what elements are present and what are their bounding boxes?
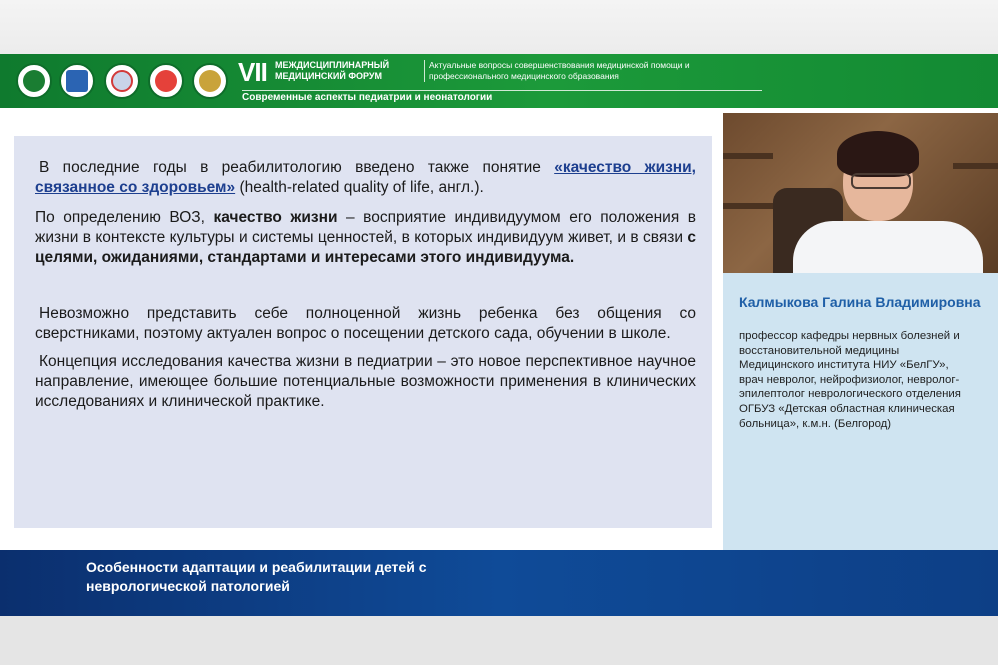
speaker-video [723, 113, 998, 273]
ministry-logo-icon [148, 63, 184, 99]
speaker-glasses [851, 173, 911, 189]
bold-term: качество жизни [213, 209, 338, 226]
bold-term: с целями, ожиданиями, стандартами и интересами этого индивидуума. [35, 229, 696, 266]
slide-paragraph-1 [35, 158, 696, 198]
shelf [953, 163, 998, 169]
forum-number: VII [238, 57, 267, 87]
shelf [723, 203, 773, 209]
forum-topic: Актуальные вопросы совершенствования медицинской помощи и профессионального медицинского образования [424, 60, 769, 82]
slide-paragraph-3: Невозможно представить себе полноценной жизнь ребенка без общения со сверстниками, поэтому актуален вопрос о посещении детского сада, обучении в школе. [35, 305, 696, 342]
speaker-bio: профессор кафедры нервных болезней и восстановительной медицины Медицинского института НИУ «БелГУ», врач невролог, нейрофизиолог, невролог-эпилептолог неврологического отделения ОГБУЗ «Детская областная клиническая больница», к.м.н. (Белгород) [739, 330, 961, 430]
text-span: – восприятие индивидуумом его положения в жизни в контексте культуры и системы ценностей, в которых индивидуум живет, и в связи [35, 209, 696, 246]
text-span: По определению ВОЗ, [35, 209, 214, 226]
russian-eagle-emblem-icon [192, 63, 228, 99]
speaker-name: Калмыкова Галина Владимировна [739, 294, 981, 310]
slide-content [14, 136, 712, 528]
slide-paragraph-4: Концепция исследования качества жизни в педиатрии – это новое перспективное научное направление, имеющее большие потенциальные возможности применения в клинических исследованиях и клинической практике. [35, 353, 696, 410]
speaker-hair [837, 131, 919, 177]
presentation-stage [0, 108, 998, 550]
session-title: Особенности адаптации и реабилитации детей с неврологической патологией [86, 559, 427, 594]
footer [0, 616, 998, 665]
text-span: В последние годы в реабилитологию введено также понятие [39, 159, 555, 176]
speaker-card [723, 273, 998, 550]
text-span: (health-related quality of life, англ.). [235, 179, 484, 196]
slide-paragraph-2 [35, 208, 696, 268]
quality-of-life-link[interactable]: «качество жизни, связанное со здоровьем» [35, 159, 696, 196]
forum-name: МЕЖДИСЦИПЛИНАРНЫЙ МЕДИЦИНСКИЙ ФОРУМ [275, 60, 390, 81]
speaker-shirt [793, 221, 983, 273]
session-banner [0, 550, 998, 616]
top-strip [0, 0, 998, 54]
university-logo-icon [104, 63, 140, 99]
shelf [723, 153, 773, 159]
city-coat-of-arms-icon [59, 63, 95, 99]
belgorod-emblem-icon [16, 63, 52, 99]
forum-banner [0, 54, 998, 108]
forum-subtitle: Современные аспекты педиатрии и неонатологии [242, 90, 762, 103]
